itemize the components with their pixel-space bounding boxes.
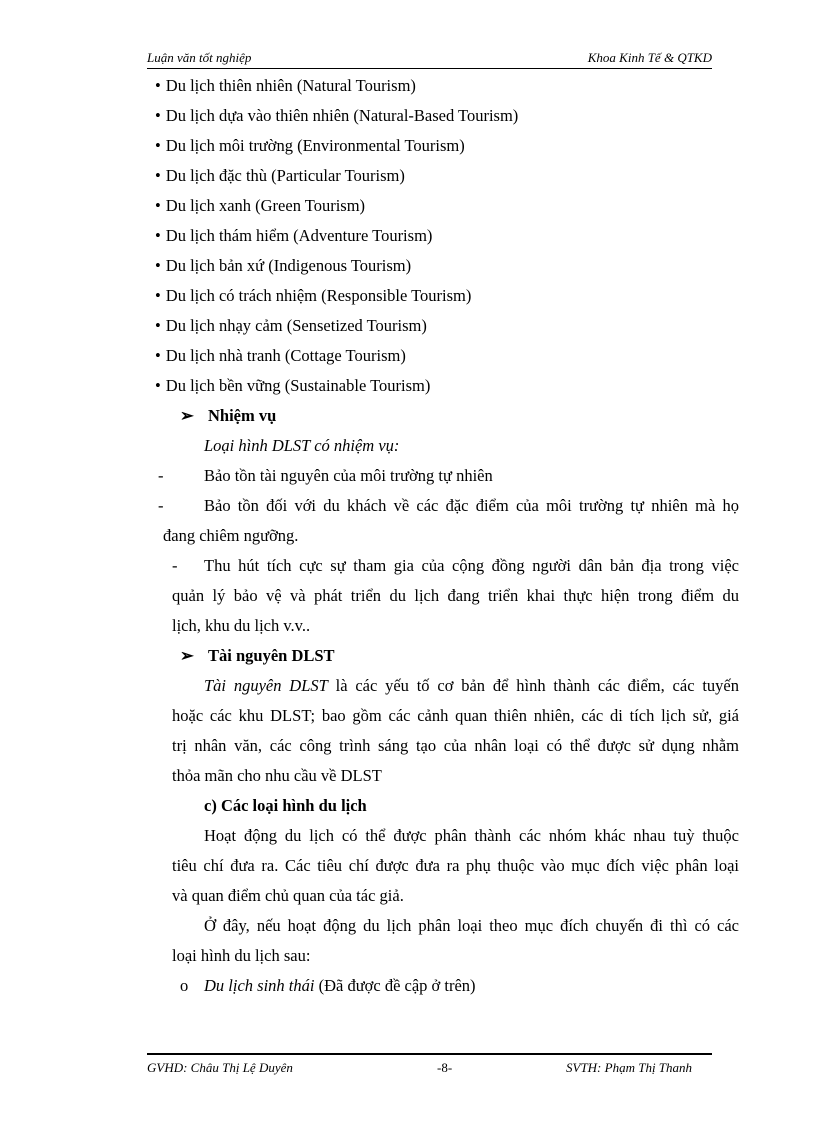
bullet-item: • Du lịch nhạy cảm (Sensetized Tourism): [155, 316, 427, 336]
nhiem-vu-item-2-line-1: Bảo tồn đối với du khách về các đặc điểm của môi trường tự nhiên mà họ: [204, 496, 739, 515]
bullet-item: • Du lịch xanh (Green Tourism): [155, 196, 365, 216]
bullet-item: • Du lịch đặc thù (Particular Tourism): [155, 166, 405, 186]
term: Du lịch sinh thái: [204, 976, 315, 995]
text: (Đã được đề cập ở trên): [314, 976, 476, 995]
footer-divider: [147, 1053, 712, 1055]
nhiem-vu-item-3-line-3: lịch, khu du lịch v.v..: [172, 616, 311, 635]
nhiem-vu-item-3-line-1: Thu hút tích cực sự tham gia của cộng đồng người dân bản địa trong việc: [204, 556, 739, 575]
term: Tài nguyên DLST: [204, 676, 328, 695]
bullet-item: • Du lịch bản xứ (Indigenous Tourism): [155, 256, 411, 276]
section-c-p2-line-1: Ở đây, nếu hoạt động du lịch phân loại theo mục đích chuyến đi thì có các: [204, 916, 739, 935]
tai-nguyen-line-3: trị nhân văn, các công trình sáng tạo của nhân loại có thể được sử dụng nhằm: [172, 736, 739, 755]
tai-nguyen-line-1: [204, 676, 739, 696]
tai-nguyen-line-4: thỏa mãn cho nhu cầu về DLST: [172, 766, 382, 785]
bullet-item: • Du lịch thám hiểm (Adventure Tourism): [155, 226, 432, 246]
bullet-item: • Du lịch bền vững (Sustainable Tourism): [155, 376, 430, 396]
heading-text: Nhiệm vụ: [208, 406, 277, 425]
header-right: Khoa Kinh Tế & QTKD: [587, 50, 712, 65]
nhiem-vu-item-3-line-2: quản lý bảo vệ và phát triển du lịch đang triển khai thực hiện trong điểm du: [172, 586, 739, 605]
nhiem-vu-item-1: Bảo tồn tài nguyên của môi trường tự nhiên: [204, 466, 493, 485]
bullet-item: • Du lịch môi trường (Environmental Tourism): [155, 136, 465, 156]
heading-tai-nguyen: [180, 646, 335, 666]
heading-nhiem-vu: [180, 406, 276, 426]
nhiem-vu-item-2-line-2: đang chiêm ngưỡng.: [163, 526, 299, 545]
heading-text: Tài nguyên DLST: [208, 646, 335, 665]
nhiem-vu-intro: Loại hình DLST có nhiệm vụ:: [204, 436, 400, 455]
tai-nguyen-line-2: hoặc các khu DLST; bao gồm các cảnh quan thiên nhiên, các di tích lịch sử, giá: [172, 706, 739, 725]
arrow-bullet-icon: ➢: [180, 406, 194, 425]
bullet-item: • Du lịch có trách nhiệm (Responsible Tourism): [155, 286, 471, 306]
arrow-bullet-icon: ➢: [180, 646, 194, 665]
bullet-item: • Du lịch thiên nhiên (Natural Tourism): [155, 76, 416, 96]
page-header: [147, 50, 712, 69]
footer-left: GVHD: Châu Thị Lệ Duyên: [147, 1060, 293, 1075]
section-c-p1-line-1: Hoạt động du lịch có thể được phân thành các nhóm khác nhau tuỳ thuộc: [204, 826, 739, 845]
dash-marker: -: [158, 466, 164, 485]
page-number: -8-: [437, 1060, 453, 1075]
section-c-heading: c) Các loại hình du lịch: [204, 796, 367, 815]
section-c-p1-line-3: và quan điểm chủ quan của tác giả.: [172, 886, 404, 905]
section-c-p2-line-2: loại hình du lịch sau:: [172, 946, 311, 965]
header-left: Luận văn tốt nghiệp: [147, 50, 252, 65]
section-c-p1-line-2: tiêu chí đưa ra. Các tiêu chí được đưa ra phụ thuộc vào mục đích việc phân loại: [172, 856, 739, 875]
dash-marker: -: [158, 496, 164, 515]
circle-marker: o: [180, 976, 189, 995]
dash-marker: -: [172, 556, 178, 575]
footer-right: SVTH: Phạm Thị Thanh: [566, 1060, 693, 1075]
bullet-item: • Du lịch nhà tranh (Cottage Tourism): [155, 346, 406, 366]
sub-list-item: [204, 976, 476, 996]
text: là các yếu tố cơ bản để hình thành các điểm, các tuyến: [327, 676, 739, 695]
bullet-item: • Du lịch dựa vào thiên nhiên (Natural-Based Tourism): [155, 106, 518, 126]
